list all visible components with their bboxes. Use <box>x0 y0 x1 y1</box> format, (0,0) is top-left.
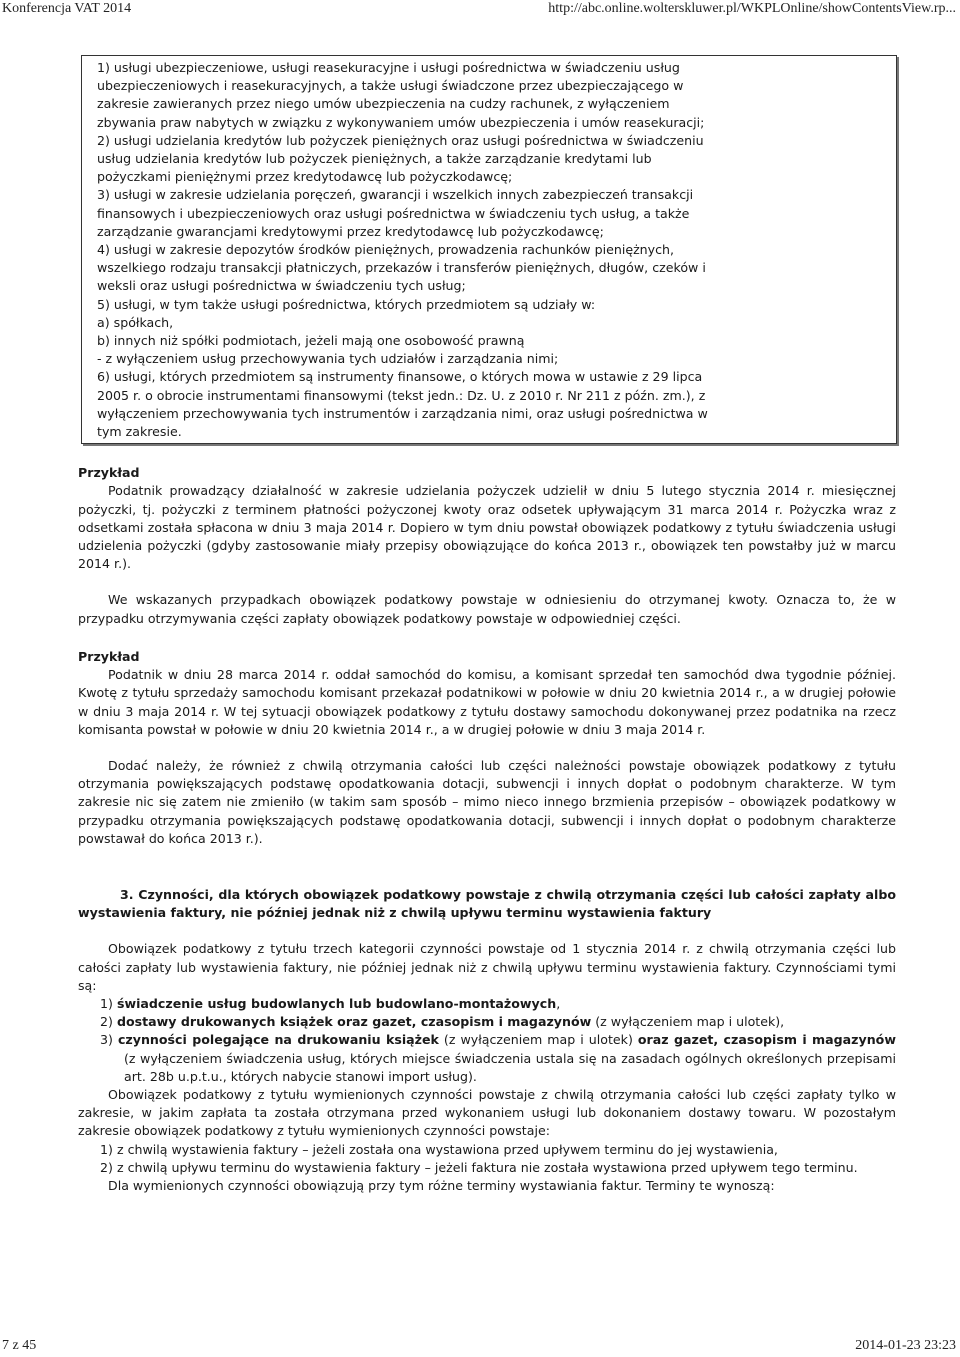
list-number: 3) <box>100 1032 113 1048</box>
list-text: (z wyłączeniem świadczenia usług, których miejsce świadczenia ustala się na zasadach ogólnych określonych przepisami art. 28b u.p.t.u., których nabycie stanowi import usług). <box>124 1050 896 1084</box>
section-heading: 3. Czynności, dla których obowiązek podatkowy powstaje z chwilą otrzymania części lub całości zapłaty albo wystawienia faktury, nie później jednak niż z chwilą upływu terminu wystawienia faktury <box>78 886 896 921</box>
box-line: 6) usługi, których przedmiotem są instrumenty finansowe, o których mowa w ustawie z 29 lipca <box>97 369 703 385</box>
header-title: Konferencja VAT 2014 <box>2 1 132 16</box>
box-line: finansowych i ubezpieczeniowych oraz usługi pośrednictwa w świadczeniu tych usług, a także <box>97 205 690 221</box>
section-intro: Obowiązek podatkowy z tytułu trzech kategorii czynności powstaje od 1 stycznia 2014 r. z chwilą otrzymania części lub całości zapłaty lub wystawienia faktury, nie później jednak niż z chwilą upływu terminu wystawienia faktury. Czynnościami tymi są: <box>78 941 896 993</box>
box-line: 2005 r. o obrocie instrumentami finansowymi (tekst jedn.: Dz. U. z 2010 r. Nr 211 z późn. zm.), z <box>97 387 706 403</box>
paragraph: Dodać należy, że również z chwilą otrzymania całości lub części należności powstaje obowiązek podatkowy z tytułu otrzymania powiększających podstawę opodatkowania dotacji, subwencji i innych dopłat o podobnym charakterze. W tym zakresie nic się zatem nie zmieniło (w takim sam sposób – mimo nieco innego brzmienia przepisów – obowiązek podatkowy w przypadku otrzymania powiększających podstawę opodatkowania dotacji, subwencji i innych dopłat o podobnym charakterze powstawał do końca 2013 r.). <box>78 757 896 846</box>
box-line: 2) usługi udzielania kredytów lub pożyczek pieniężnych oraz usługi pośrednictwa w świadczeniu <box>97 132 704 148</box>
box-line: ubezpieczeniowych i reasekuracyjnych, a także usługi świadczone przez ubezpieczającego w <box>97 78 684 94</box>
example-text: Podatnik w dniu 28 marca 2014 r. oddał samochód do komisu, a komisant sprzedał ten samochód dwa tygodnie później. Kwotę z tytułu sprzedaży samochodu komisant przekazał podatnikowi w połowie w dniu 20 kwietnia 2014 r., a w drugiej połowie w dniu 3 maja 2014 r. W tej sytuacji obowiązek podatkowy z tytułu dostawy samochodu dokonywanej przez podatnika na rzecz komisanta powstał w połowie w dniu 20 kwietnia 2014 r., a w drugiej połowie w dniu 3 maja 2014 r. <box>78 667 896 737</box>
box-line: 5) usługi, w tym także usługi pośrednictwa, których przedmiotem są udziały w: <box>97 296 596 312</box>
list-text: (z wyłączeniem map i ulotek), <box>591 1014 785 1030</box>
example-label: Przykład <box>78 648 140 664</box>
box-line: 4) usługi w zakresie depozytów środków pieniężnych, prowadzenia rachunków pieniężnych, <box>97 242 675 258</box>
page-counter: 7 z 45 <box>2 1338 37 1353</box>
box-line: wyłączeniem przechowywania tych instrumentów i zarządzania nimi, oraz usługi pośrednictwa w <box>97 405 708 421</box>
list-number: 2) <box>100 1014 113 1030</box>
box-line: zbywania praw nabytych w związku z wykonywaniem umów ubezpieczenia i umów reasekuracji; <box>97 114 705 130</box>
box-line: zakresie zawieranych przez niego umów ubezpieczenia na cudzy rachunek, z wyłączeniem <box>97 96 670 112</box>
example-text: Podatnik prowadzący działalność w zakresie udzielania pożyczek udzielił w dniu 5 lutego stycznia 2014 r. miesięcznej pożyczki, tj. pożyczki z terminem płatności pożyczonej kwoty oraz odsetek upływającym 31 marca 2014 r. Pożyczka wraz z odsetkami została spłacona w dniu 3 maja 2014 r. Dopiero w tym dniu powstał obowiązek podatkowy z tytułu świadczenia usługi udzielenia pożyczki (gdyby zastosowanie miały przepisy obowiązujące do końca 2013 r., obowiązek ten powstałby już w marcu 2014 r.). <box>78 483 896 572</box>
list-bold-text: dostawy drukowanych książek oraz gazet, czasopism i magazynów <box>116 1014 592 1030</box>
box-line: - z wyłączeniem usług przechowywania tych udziałów i zarządzania nimi; <box>97 351 559 367</box>
box-line: 3) usługi w zakresie udzielania poręczeń, gwarancji i wszelkich innych zabezpieczeń transakcji <box>97 187 694 203</box>
box-line: weksli oraz usługi pośrednictwa w świadczeniu tych usług; <box>97 278 466 294</box>
list-item <box>78 1013 896 1031</box>
list-text: (z wyłączeniem map i ulotek) <box>438 1032 638 1048</box>
list-item <box>78 1159 896 1177</box>
list-text: , <box>556 995 561 1011</box>
list-item <box>78 995 896 1013</box>
list-bold-text: świadczenie usług budowlanych lub budowlano-montażowych <box>116 995 557 1011</box>
box-line: wszelkiego rodzaju transakcji płatniczych, przekazów i transferów pieniężnych, długów, czeków i <box>97 260 706 276</box>
box-line: b) innych niż spółki podmiotach, jeżeli mają one osobowość prawną <box>97 333 525 349</box>
box-line: a) spółkach, <box>97 314 174 330</box>
list-bold-text: czynności polegające na drukowaniu książek <box>117 1032 439 1048</box>
print-timestamp: 2014-01-23 23:23 <box>855 1338 956 1353</box>
list-item <box>78 1031 896 1086</box>
document-body <box>78 55 896 1195</box>
activities-list <box>78 995 896 1086</box>
paragraph: Obowiązek podatkowy z tytułu wymienionych czynności powstaje z chwilą otrzymania całości lub części zapłaty tylko w zakresie, w jakim zapłata ta została otrzymana przed wykonaniem usługi lub dokonaniem dostawy towaru. W pozostałym zakresie obowiązek podatkowy z tytułu wymienionych czynności powstaje: <box>78 1086 896 1139</box>
list-bold-text: oraz gazet, czasopism i magazynów <box>637 1032 896 1048</box>
list-text: z chwilą upływu terminu do wystawienia faktury – jeżeli faktura nie została wystawiona przed upływem tego terminu. <box>116 1159 858 1175</box>
list-item <box>78 1141 896 1159</box>
list-text: z chwilą wystawienia faktury – jeżeli została ona wystawiona przed upływem terminu do jej wystawienia, <box>116 1141 778 1157</box>
example-label: Przykład <box>78 465 140 481</box>
obligation-list <box>78 1141 896 1177</box>
paragraph: We wskazanych przypadkach obowiązek podatkowy powstaje w odniesieniu do otrzymanej kwoty. Oznacza to, że w przypadku otrzymywania części zapłaty obowiązek podatkowy powstaje w odpowiedniej części. <box>78 592 896 626</box>
list-number: 1) <box>100 995 113 1011</box>
box-line: tym zakresie. <box>97 424 182 440</box>
legal-excerpt-box <box>81 55 897 444</box>
closing-paragraph: Dla wymienionych czynności obowiązują przy tym różne terminy wystawiania faktur. Terminy te wynoszą: <box>108 1177 775 1193</box>
box-line: zarządzanie gwarancjami kredytowymi przez kredytodawcę lub pożyczkodawcę; <box>97 223 604 239</box>
list-number: 2) <box>100 1159 113 1175</box>
box-line: pożyczkami pieniężnymi przez kredytodawcę lub pożyczkodawcę; <box>97 169 513 185</box>
header-url: http://abc.online.wolterskluwer.pl/WKPLOnline/showContentsView.rp... <box>548 1 956 16</box>
list-number: 1) <box>100 1141 113 1157</box>
box-line: usług udzielania kredytów lub pożyczek pieniężnych, a także zarządzanie kredytami lub <box>97 151 652 167</box>
box-line: 1) usługi ubezpieczeniowe, usługi reasekuracyjne i usługi pośrednictwa w świadczeniu usług <box>97 60 680 75</box>
